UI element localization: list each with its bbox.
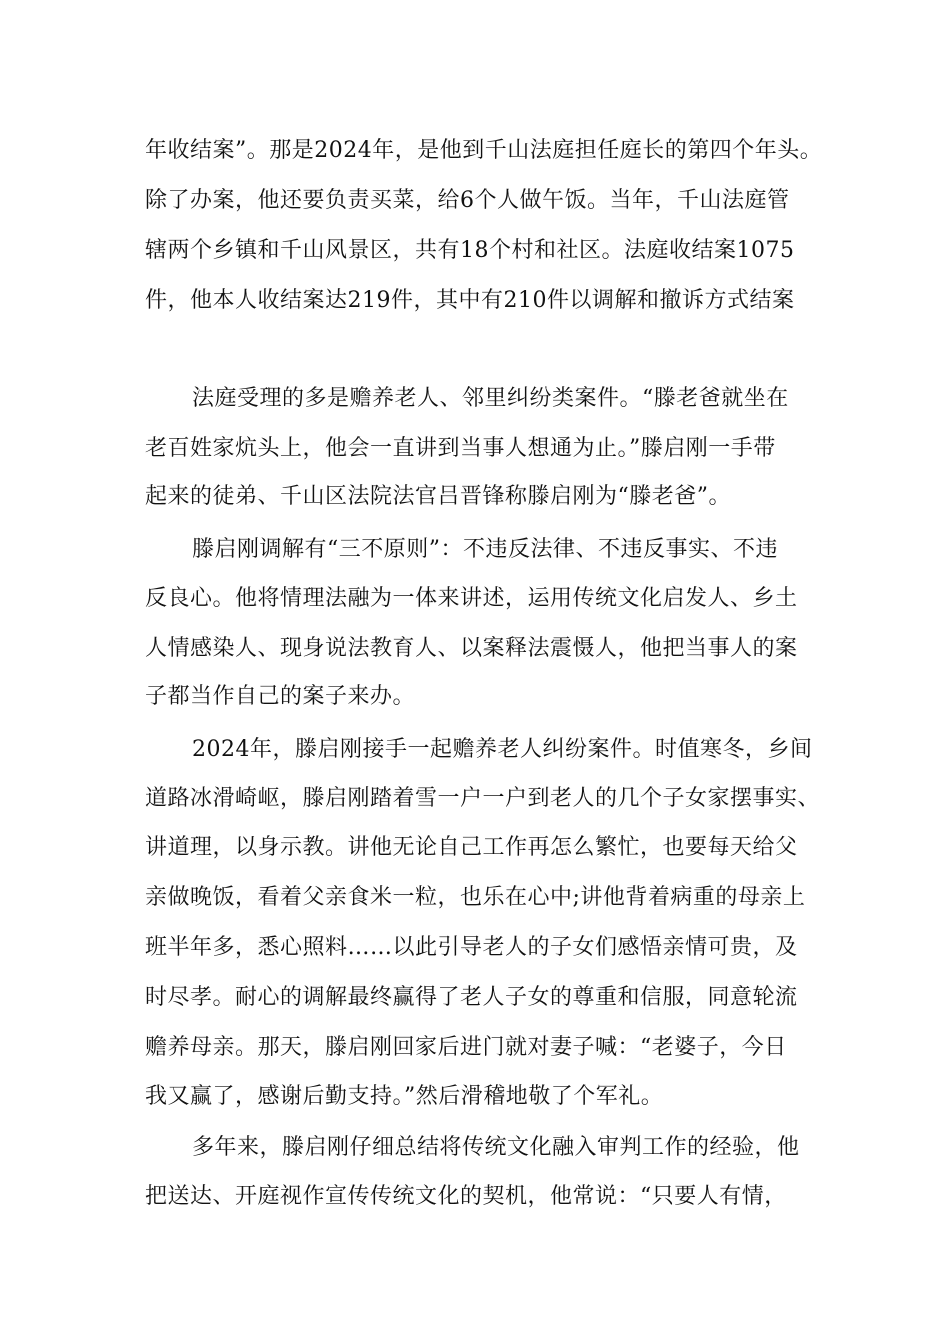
text-line: 子都当作自己的案子来办。 <box>145 684 416 709</box>
text-line: 赡养母亲。那天，滕启刚回家后进门就对妻子喊：“老婆子，今日 <box>145 1035 787 1060</box>
text-line: 法庭受理的多是赡养老人、邻里纠纷类案件。“滕老爸就坐在 <box>192 386 789 411</box>
text-line: 讲道理，以身示教。讲他无论自己工作再怎么繁忙，也要每天给父 <box>145 835 798 860</box>
text-line: 件，他本人收结案达219件，其中有210件以调解和撤诉方式结案 <box>145 288 795 313</box>
text-line: 亲做晚饭，看着父亲食米一粒，也乐在心中;讲他背着病重的母亲上 <box>145 885 806 910</box>
text-line: 年收结案”。那是2024年，是他到千山法庭担任庭长的第四个年头。 <box>145 138 823 163</box>
text-line: 2024年，滕启刚接手一起赡养老人纠纷案件。时值寒冬，乡间 <box>192 737 813 762</box>
text-line: 道路冰滑崎岖，滕启刚踏着雪一户一户到老人的几个子女家摆事实、 <box>145 786 821 811</box>
text-line: 班半年多，悉心照料……以此引导老人的子女们感悟亲情可贵，及 <box>145 935 798 960</box>
text-line: 时尽孝。耐心的调解最终赢得了老人子女的尊重和信服，同意轮流 <box>145 985 798 1010</box>
text-line: 把送达、开庭视作宣传传统文化的契机，他常说：“只要人有情， <box>145 1184 787 1209</box>
text-line: 人情感染人、现身说法教育人、以案释法震慑人，他把当事人的案 <box>145 636 798 661</box>
text-line: 起来的徒弟、千山区法院法官吕晋锋称滕启刚为“滕老爸”。 <box>145 484 731 509</box>
text-line: 反良心。他将情理法融为一体来讲述，运用传统文化启发人、乡土 <box>145 586 798 611</box>
text-line: 滕启刚调解有“三不原则”：不违反法律、不违反事实、不违 <box>192 537 778 562</box>
text-line: 辖两个乡镇和千山风景区，共有18个村和社区。法庭收结案1075 <box>145 238 795 263</box>
text-line: 老百姓家炕头上，他会一直讲到当事人想通为止。”滕启刚一手带 <box>145 436 776 461</box>
text-line: 我又赢了，感谢后勤支持。”然后滑稽地敬了个军礼。 <box>145 1084 664 1109</box>
text-line: 除了办案，他还要负责买菜，给6个人做午饭。当年，千山法庭管 <box>145 188 790 213</box>
text-line: 多年来，滕启刚仔细总结将传统文化融入审判工作的经验，他 <box>192 1135 800 1160</box>
